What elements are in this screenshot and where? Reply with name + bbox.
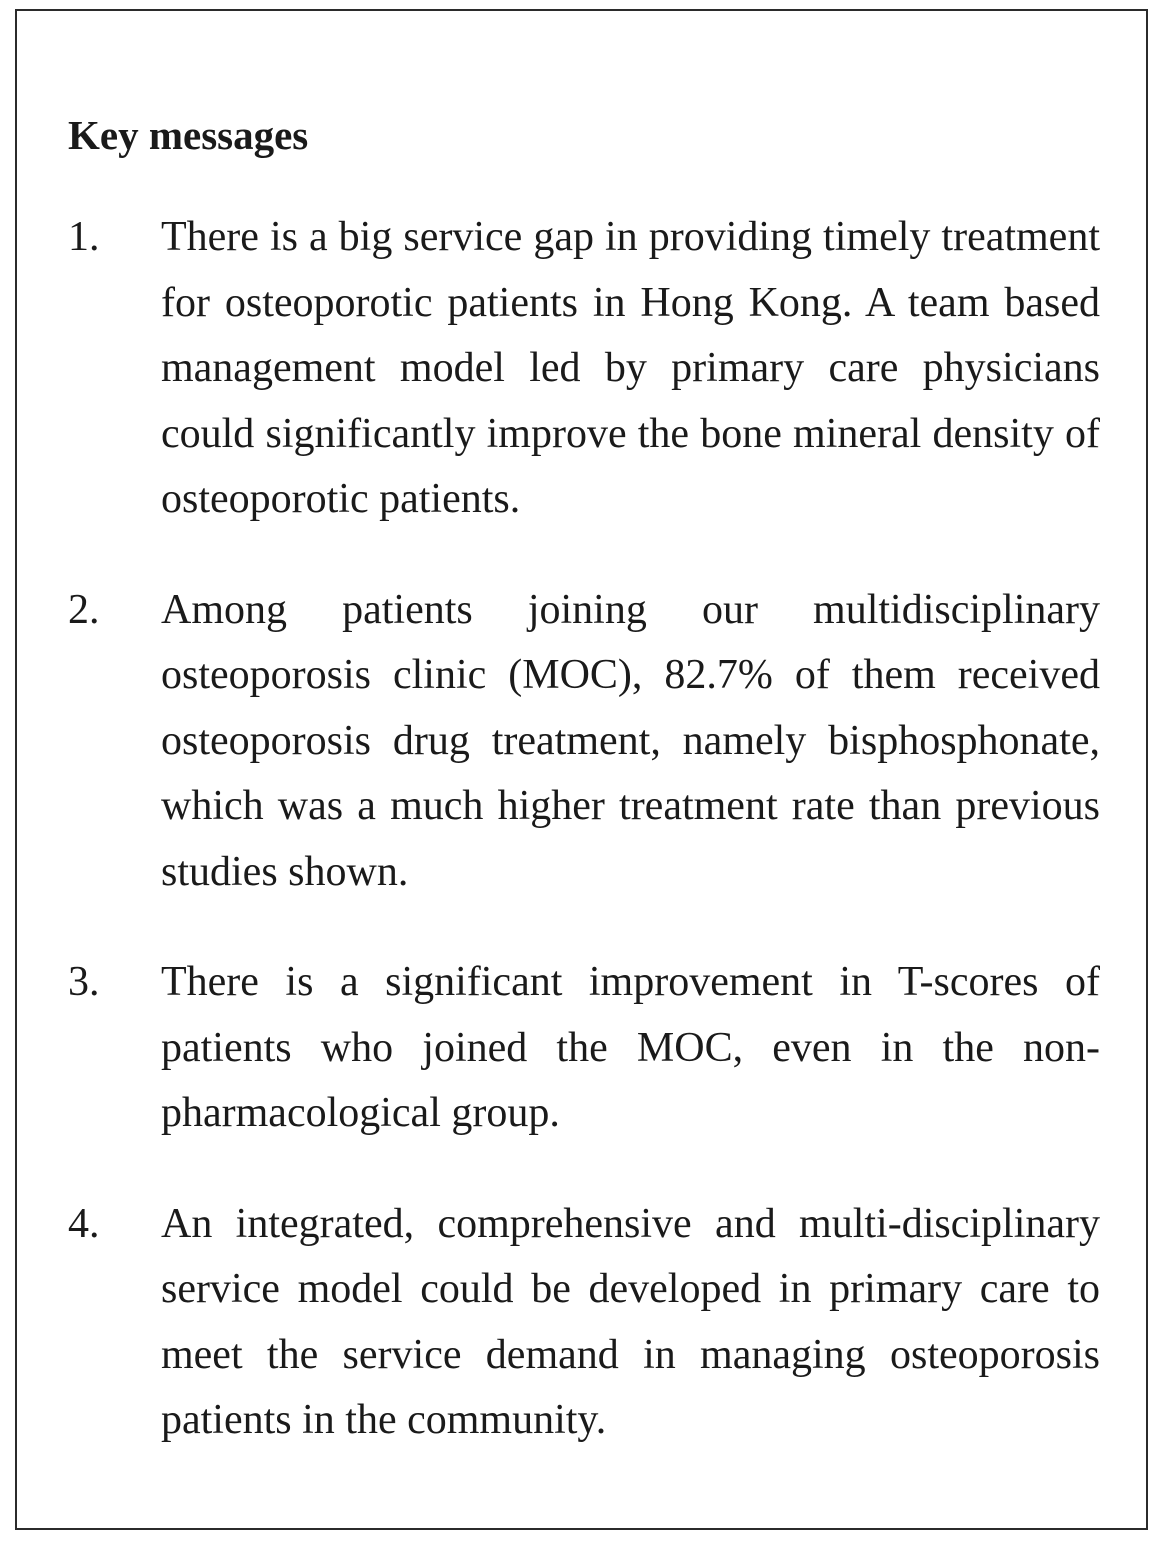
list-item — [68, 205, 1100, 533]
item-number: 1. — [68, 214, 100, 260]
item-text: There is a big service gap in providing timely treatment for osteoporotic patients in Hong Kong. A team based management model led by primary care physicians could significantly improve the bone mineral density of osteoporotic patients. — [161, 214, 1100, 522]
list-item — [68, 1192, 1100, 1454]
list-item — [68, 578, 1100, 906]
item-number: 3. — [68, 959, 100, 1005]
key-messages-list — [68, 205, 1100, 1454]
key-messages-title: Key messages — [68, 112, 309, 158]
item-text: An integrated, comprehensive and multi-disciplinary service model could be developed in primary care to meet the service demand in managing osteoporosis patients in the community. — [161, 1200, 1100, 1443]
item-number: 2. — [68, 586, 100, 633]
list-item — [68, 950, 1100, 1147]
item-text: There is a significant improvement in T-scores of patients who joined the MOC, even in the non-pharmacological group. — [161, 959, 1100, 1136]
item-number: 4. — [68, 1200, 100, 1247]
item-text: Among patients joining our multidisciplinary osteoporosis clinic (MOC), 82.7% of them received osteoporosis drug treatment, namely bisphosphonate, which was a much higher treatment rate than previous studies shown. — [161, 586, 1100, 895]
